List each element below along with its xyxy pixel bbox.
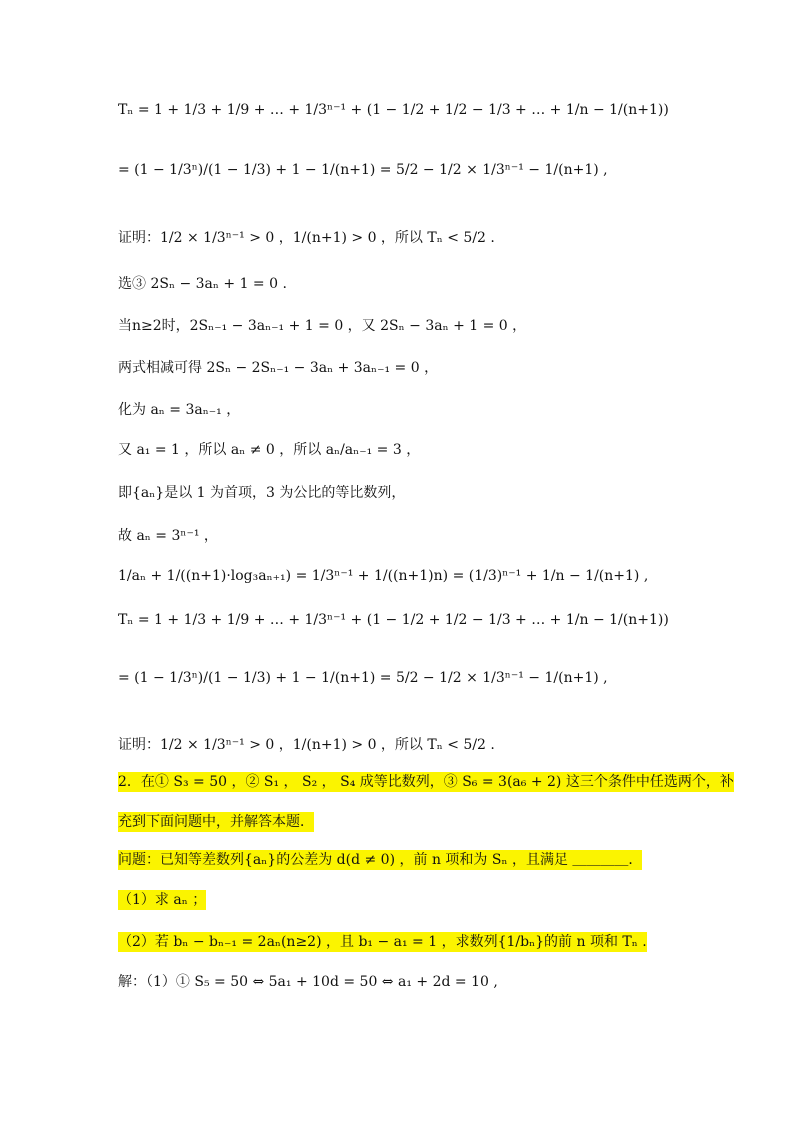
highlighted-problem-line: 问题：已知等差数列{aₙ}的公差为 d(d ≠ 0) ，前 n 项和为 Sₙ ，且满足 ＿＿＿＿． bbox=[118, 852, 643, 868]
solution-line: 选③ 2Sₙ − 3aₙ + 1 = 0 . bbox=[118, 276, 287, 292]
solution-line: 两式相减可得 2Sₙ − 2Sₙ₋₁ − 3aₙ + 3aₙ₋₁ = 0 ， bbox=[118, 360, 439, 376]
highlighted-problem-line: （1）求 aₙ ； bbox=[118, 892, 207, 908]
solution-line: = (1 − 1/3ⁿ)/(1 − 1/3) + 1 − 1/(n+1) = 5/2 − 1/2 × 1/3ⁿ⁻¹ − 1/(n+1) , bbox=[118, 670, 608, 686]
solution-line: 解：（1）① S₅ = 50 ⇔ 5a₁ + 10d = 50 ⇔ a₁ + 2d = 10 , bbox=[118, 974, 498, 990]
solution-line: 证明：1/2 × 1/3ⁿ⁻¹ > 0 ，1/(n+1) > 0 ，所以 Tₙ < 5/2 . bbox=[118, 230, 495, 246]
solution-line: 故 aₙ = 3ⁿ⁻¹ ， bbox=[118, 528, 218, 544]
solution-line: 化为 aₙ = 3aₙ₋₁ ， bbox=[118, 402, 241, 418]
highlighted-problem-line: （2）若 bₙ − bₙ₋₁ = 2aₙ(n≥2) ，且 b₁ − a₁ = 1 ，求数列{1/bₙ}的前 n 项和 Tₙ . bbox=[118, 934, 647, 950]
solution-line: Tₙ = 1 + 1/3 + 1/9 + … + 1/3ⁿ⁻¹ + (1 − 1/2 + 1/2 − 1/3 + … + 1/n − 1/(n+1)) bbox=[118, 612, 669, 628]
solution-line: 当n≥2时，2Sₙ₋₁ − 3aₙ₋₁ + 1 = 0 ，又 2Sₙ − 3aₙ + 1 = 0 ， bbox=[118, 318, 527, 334]
solution-line: 又 a₁ = 1 ，所以 aₙ ≠ 0 ，所以 aₙ/aₙ₋₁ = 3 ， bbox=[118, 442, 421, 458]
solution-line: = (1 − 1/3ⁿ)/(1 − 1/3) + 1 − 1/(n+1) = 5/2 − 1/2 × 1/3ⁿ⁻¹ − 1/(n+1) , bbox=[118, 162, 608, 178]
solution-line: Tₙ = 1 + 1/3 + 1/9 + … + 1/3ⁿ⁻¹ + (1 − 1/2 + 1/2 − 1/3 + … + 1/n − 1/(n+1)) bbox=[118, 102, 669, 118]
solution-line: 即{aₙ}是以 1 为首项，3 为公比的等比数列， bbox=[118, 485, 406, 501]
highlighted-problem-line: 2．在① S₃ = 50 ，② S₁ ， S₂ ， S₄ 成等比数列，③ S₆ = 3(a₆ + 2) 这三个条件中任选两个，补 bbox=[118, 774, 734, 790]
highlighted-problem-line: 充到下面问题中，并解答本题． bbox=[118, 814, 314, 830]
solution-line: 证明：1/2 × 1/3ⁿ⁻¹ > 0 ，1/(n+1) > 0 ，所以 Tₙ < 5/2 . bbox=[118, 737, 495, 753]
solution-line: 1/aₙ + 1/((n+1)·log₃aₙ₊₁) = 1/3ⁿ⁻¹ + 1/((n+1)n) = (1/3)ⁿ⁻¹ + 1/n − 1/(n+1) , bbox=[118, 568, 649, 584]
